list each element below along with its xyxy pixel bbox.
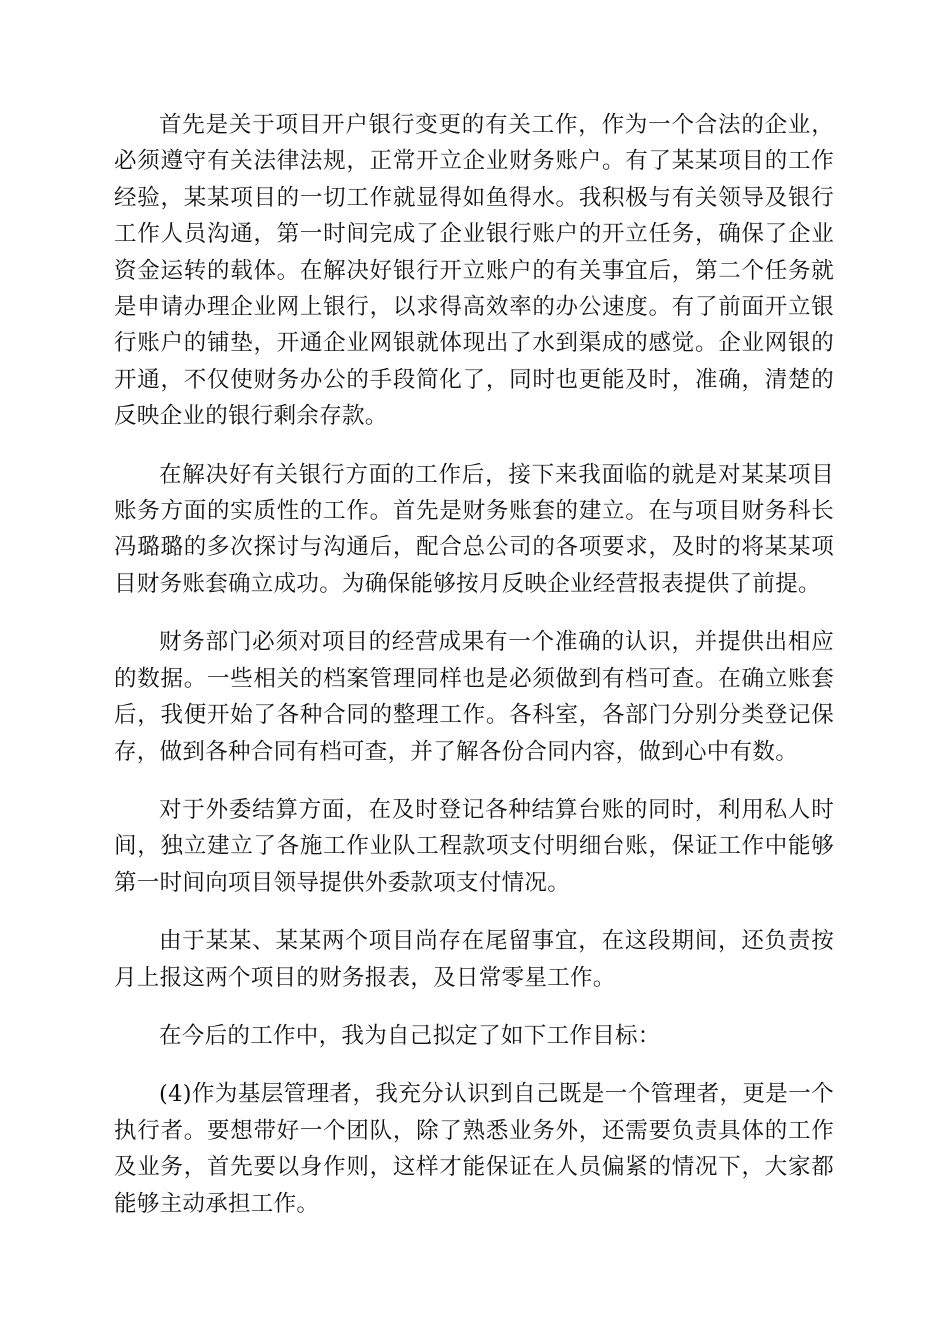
paragraph-future-goals: 在今后的工作中，我为自己拟定了如下工作目标： (159, 1022, 661, 1049)
paragraph-accounting-setup: 在解决好有关银行方面的工作后，接下来我面临的就是对某某项目账务方面的实质性的工作。首先是财务账套的建立。在与项目财务科长冯璐璐的多次探讨与沟通后，配合总公司的各项要求，及时的将某某项目财务账套确立成功。为确保能够按月反映企业经营报表提供了前提。 (114, 461, 834, 597)
paragraph-contract-archive: 财务部门必须对项目的经营成果有一个准确的认识，并提供出相应的数据。一些相关的档案管理同样也是必须做到有档可查。在确立账套后，我便开始了各种合同的整理工作。各科室，各部门分别分类登记保存，做到各种合同有档可查，并了解各份合同内容，做到心中有数。 (114, 629, 834, 765)
paragraph-goal-4: (4)作为基层管理者，我充分认识到自己既是一个管理者，更是一个执行者。要想带好一个团队，除了熟悉业务外，还需要负责具体的工作及业务，首先要以身作则，这样才能保证在人员偏紧的情况下，大家都能够主动承担工作。 (114, 1081, 834, 1217)
paragraph-outsourcing-settlement: 对于外委结算方面，在及时登记各种结算台账的同时，利用私人时间，独立建立了各施工作业队工程款项支付明细台账，保证工作中能够第一时间向项目领导提供外委款项支付情况。 (114, 796, 834, 896)
paragraph-remaining-projects: 由于某某、某某两个项目尚存在尾留事宜，在这段期间，还负责按月上报这两个项目的财务报表，及日常零星工作。 (114, 928, 834, 991)
paragraph-bank-account: 首先是关于项目开户银行变更的有关工作，作为一个合法的企业，必须遵守有关法律法规，正常开立企业财务账户。有了某某项目的工作经验，某某项目的一切工作就显得如鱼得水。我积极与有关领导及银行工作人员沟通，第一时间完成了企业银行账户的开立任务，确保了企业资金运转的载体。在解决好银行开立账户的有关事宜后，第二个任务就是申请办理企业网上银行，以求得高效率的办公速度。有了前面开立银行账户的铺垫，开通企业网银就体现出了水到渠成的感觉。企业网银的开通，不仅使财务办公的手段简化了，同时也更能及时，准确，清楚的反映企业的银行剩余存款。 (114, 112, 834, 430)
